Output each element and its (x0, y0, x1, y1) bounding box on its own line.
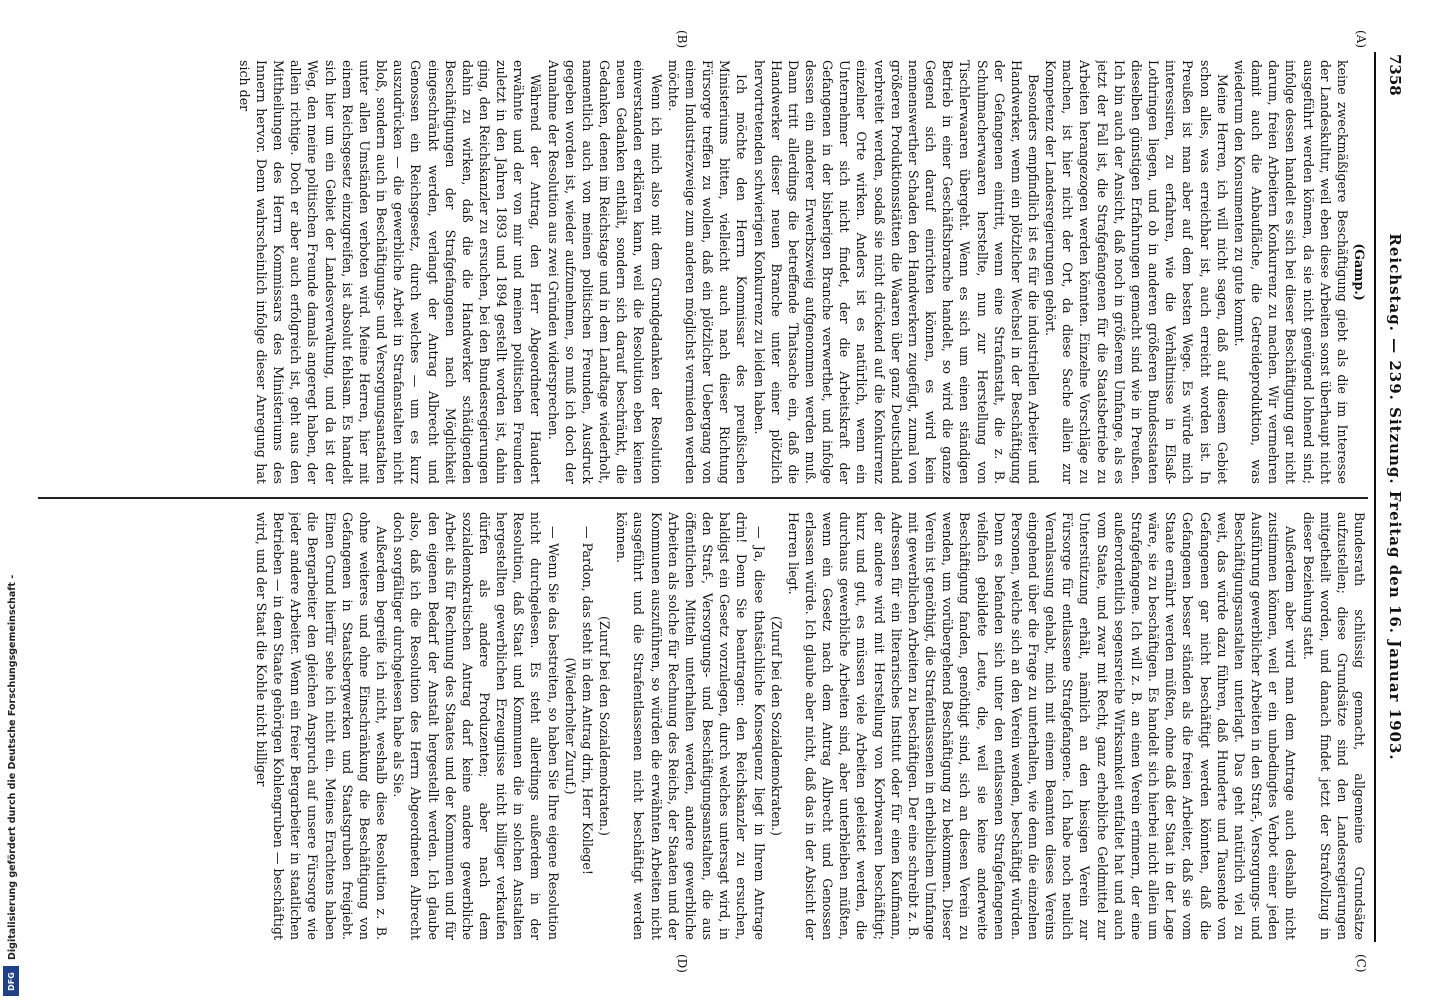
funding-note: Digitalisierung gefördert durch die Deutsche Forschungsgemeinschaft - (7, 574, 18, 960)
margin-mark-d: (D) (675, 954, 689, 973)
paragraph: — Wenn Sie das bestreiten, so haben Sie Ihre eigene Resolution nicht durchgelesen. Es steht allerdings außerdem in der Resolution, daß Staat und Kommunen die in solchen Anstalten hergestellten gewerblichen Erzeugnisse nicht billiger verkaufen dürfen als andere Produzenten; aber nach dem sozialdemokratischen Antrag darf keine andere gewerbliche Arbeit als für Rechnung des Staates und der Kommunen und für den eigenen Bedarf der Anstalt hergestellt werden. Ich glaube also, daß ich die Resolution des Herrn Abgeordneten Albrecht doch sorgfältiger durchgelesen habe als Sie. (391, 512, 561, 940)
digitization-footer (0, 0, 22, 1000)
paragraph: — Pardon, das steht in dem Antrag drin, Herr Kollege! (579, 526, 595, 875)
page-number: 7358 (1386, 54, 1404, 96)
paragraph: Bundesrath schlüssig gemacht, allgemeine Grundsätze aufzustellen; diese Grundsätze sind den Landesregierungen mitgetheilt worden, und danach findet jetzt der Strafvollzug in dieser Beziehung statt. (1300, 512, 1367, 940)
paragraph: Wenn ich mich also mit dem Grundgedanken der Resolution einverstanden erklären kann, weil die Resolution eben keinen neuen Gedanken enthält, sondern sich darauf beschränkt, die Gedanken, denen im Reichstage und in dem Landtage wiederholt, namentlich auch von meinen politischen Freunden, Ausdruck gegeben worden ist, wieder aufzunehmen, so muß ich doch der Annahme der Resolution aus zwei Gründen widersprechen. (545, 60, 664, 484)
interjection: (Zuruf bei den Sozialdemokraten.) (597, 616, 613, 836)
dfg-logo (3, 966, 19, 996)
left-text-column (38, 60, 1368, 484)
running-head: Reichstag. — 239. Sitzung. Freitag den 16. Januar 1903. (1386, 233, 1404, 761)
paragraph: Außerdem begreife ich nicht, weshalb diese Resolution z. B. ohne weiteres und ohne Einschränkung die Beschäftigung von Gefangenen in Staatsbergwerken und Staatsgruben freigiebt. Einen Grund hierfür sehe ich nicht ein. Meines Erachtens haben die Bergarbeiter den gleichen Anspruch auf unsere Fürsorge wie jeder andere Arbeiter. Wenn ein freier Bergarbeiter in staatlichen Betrieben — in dem Staate gehörigen Kohlengruben — beschäftigt wird, und der Staat die Kohle nicht billiger (254, 512, 390, 940)
speaker-label: (Gamp.) (1352, 243, 1367, 301)
column-divider (38, 497, 1368, 499)
paragraph: Besonders empfindlich ist es für die industriellen Arbeiter und Handwerker, wenn ein plötzlicher Wechsel in der Beschäftigung der Gefangenen eintritt, wenn eine Strafanstalt, die z. B. Schuhmacherwaaren herstellte, nun zur Herstellung von Tischlerwaaren übergeht. Wenn es sich um einen ständigen Betrieb in einer Geschäftsbranche handelt, so wird die ganze Gegend sich darauf einrichten können, es wird kein nennenswerther Schaden den Handwerkern zugefügt, zumal von größeren Produktionsstätten die Waaren über ganz Deutschland verbreitet werden, sodaß sie nicht drückend auf die Konkurrenz einzelner Orte wirken. Anders ist es natürlich, wenn ein Unternehmer sich nicht findet, der die Arbeitskraft der Gefangenen in der bisherigen Branche verwerthet, und infolge dessen ein anderer Erwerbszweig aufgenommen werden muß. Dann tritt allerdings die betreffende Thatsache ein, daß die Handwerker dieser neuen Branche unter einer plötzlich hervortretenden schwierigen Konkurrenz zu leiden haben. (751, 60, 1042, 484)
right-text-column (38, 512, 1368, 940)
paragraph: Außerdem aber wird man dem Antrage auch deshalb nicht zustimmen können, weil er ein unbedingtes Verbot einer jeden Ausführung gewerblicher Arbeiten in den Straf-, Versorgungs- und Beschäftigungsanstalten unterlagt. Das geht natürlich viel zu weit, das würde dazu führen, daß Hunderte und Tausende von Gefangenen gar nicht beschäftigt werden könnten, daß die Gefangenen besser ständen als die freien Arbeiter, daß sie vom Staate ernährt werden müßten, ohne daß der Staat in der Lage wäre, sie zu beschäftigen. Es handelt sich hierbei nicht allein um Strafgefangene. Ich will z. B. an einen Verein erinnern, der eine außerordentlich segensreiche Wirksamkeit entfaltet hat und auch vom Staate, und zwar mit Recht, ganz erhebliche Geldmittel zur Unterstützung erhält, nämlich an den hiesigen Verein zur Fürsorge für entlassene Strafgefangene. Ich habe noch neulich Veranlassung gehabt, mich mit einem Beamten dieses Vereins eingehend über die Frage zu unterhalten, wie denn die einzelnen Personen, welche sich an den Verein wenden, beschäftigt würden. Denn es befanden sich unter den entlassenen Strafgefangenen vielfach gebildete Leute, die, weil sie keine anderweite Beschäftigung fanden, genöthigt sind, sich an diesen Verein zu wenden, um vorübergehend Beschäftigung zu bekommen. Dieser Verein ist genöthigt, die Strafentlassenen in erheblichem Umfange mit gewerblichen Arbeiten zu beschäftigen. Der eine schreibt z. B. Adressen für ein literarisches Institut oder für einen Kaufmann, der andere wird mit Herstellung von Korbwaaren beschäftigt; kurz und gut, es müssen viele Arbeiten geleistet werden, die durchaus gewerbliche Arbeiten sind, aber unterbleiben müßten, wenn ein Gesetz nach dem Antrag Albrecht und Genossen erlassen würde. Ich glaube aber nicht, daß das in der Absicht der Herren liegt. (785, 512, 1299, 940)
margin-mark-b: (B) (675, 30, 689, 49)
margin-mark-c: (C) (1354, 954, 1368, 973)
header-rule (1374, 52, 1376, 942)
paragraph: Während der Antrag, den Herr Abgeordneter Haudert erwähnte und der von mir und meinen politischen Freunden zuletzt in den Jahren 1893 und 1894 gestellt worden ist, dahin ging, den Reichskanzler zu ersuchen, bei den Bundesregierungen dahin zu wirken, daß die die Handwerker schädigenden Beschäftigungen der Strafgefangenen nach Möglichkeit eingeschränkt werden, verlangt der Antrag Albrecht und Genossen ein Reichsgesetz, durch welches — um es kurz auszudrücken — die gewerbliche Arbeit in Strafanstalten nicht bloß, sondern auch in Beschäftigungs- und Versorgungsanstalten unter allen Umständen verboten wird. Meine Herren, hier mit einem Reichsgesetz einzugreifen, ist absolut fehlsam. Es handelt sich hier um ein Gebiet der Landesverwaltung, und da ist der Weg, den meine politischen Freunde damals angeregt haben, der allein richtige. Doch er aber auch erfolgreich ist, geht aus den Mittheilungen des Herrn Kommissars des Ministeriums des Innern hervor. Denn wahrscheinlich infolge dieser Anregung hat sich der (236, 60, 544, 484)
margin-mark-a: (A) (1354, 30, 1368, 49)
paragraph: keine zweckmäßigere Beschäftigung giebt als die im Interesse der Landeskultur, weil eben diese Arbeiten sonst überhaupt nicht ausgeführt werden können, da sie nicht genügend lohnend sind; infolge dessen handelt es sich bei dieser Beschäftigung gar nicht darum, freien Arbeitern Konkurrenz zu machen. Wir vermehren damit auch die Anbaufläche, die Getreideproduktion, was wiederum den Konsumenten zu gute kommt. (1231, 60, 1350, 484)
dfg-logo-text: DFG (6, 971, 16, 991)
paragraph: Meine Herren, ich will nicht sagen, daß auf diesem Gebiet schon alles, was erreichbar ist, auch erreicht worden ist. In Preußen ist man aber auf dem besten Wege. Es würde mich interessiren, zu erfahren, wie die Verhältnisse in Elsaß-Lothringen liegen, und ob in anderen größeren Bundesstaaten dieselben günstigen Erfahrungen gemacht sind wie in Preußen. Ich bin auch der Ansicht, daß noch in größerem Umfange, als es jetzt der Fall ist, die Strafgefangenen für die Staatsbetriebe zu Arbeiten herangezogen werden könnten. Einzelne Vorschläge zu machen, ist hier nicht der Ort, da diese Sache allein zur Kompetenz der Landesregierungen gehört. (1043, 60, 1230, 484)
paragraph: Ich möchte den Herrn Kommissar des preußischen Ministeriums bitten, vielleicht auch nach dieser Richtung Fürsorge treffen zu wollen, daß ein plötzlicher Uebergang von einem Industriezweige zum anderen möglichst vermieden werden möchte. (665, 60, 750, 484)
interjection: (Wiederholter Zuruf.) (562, 657, 578, 795)
page-header (1380, 54, 1404, 940)
interjection: (Zuruf bei den Sozialdemokraten.) (768, 616, 784, 836)
paragraph: — Ja, diese thatsächliche Konsequenz liegt in Ihrem Antrage drin! Denn Sie beantragen: den Reichskanzler zu ersuchen, baldigst ein Gesetz vorzulegen, durch welches untersagt wird, in den Straf-, Versorgungs- und Beschäftigungsanstalten, die aus öffentlichen Mitteln unterhalten werden, andere gewerbliche Arbeiten als solche für Rechnung des Reichs, der Staaten und der Kommunen auszuführen, so würden die erwähnten Arbeiten nicht ausgeführt und die Strafentlassenen nicht beschäftigt werden können. (614, 512, 767, 940)
